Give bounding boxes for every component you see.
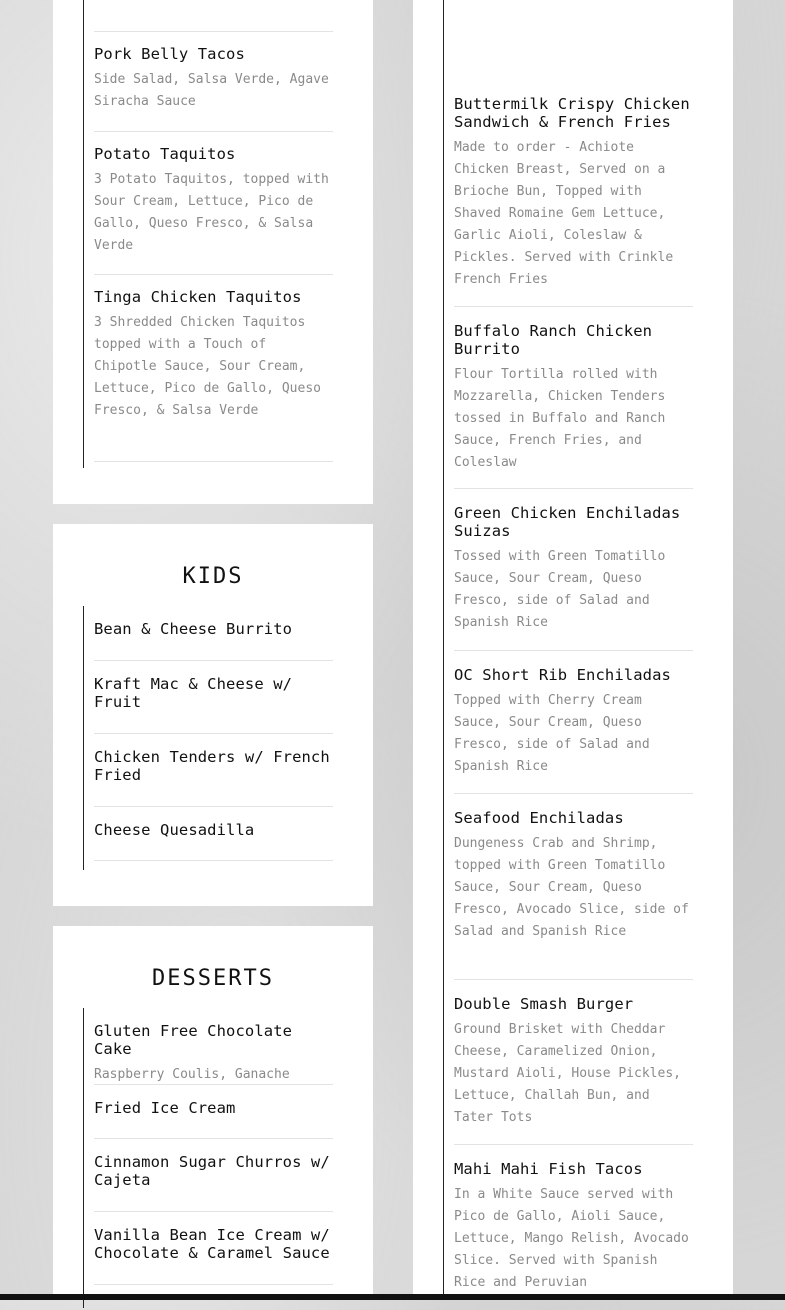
item-description: 3 Shredded Chicken Taquitos topped with a Touch of Chipotle Sauce, Sour Cream, Lettuce, Pico de Gallo, Queso Fresco, & Salsa Verde — [94, 315, 321, 418]
item-name: Cheese Quesadilla — [94, 821, 255, 839]
menu-item[interactable] — [454, 1145, 693, 1310]
item-name: Green Chicken Enchiladas Suizas — [454, 504, 681, 540]
item-name: Fried Ice Cream — [94, 1099, 236, 1117]
item-name: Bean & Cheese Burrito — [94, 620, 293, 638]
item-description: Ground Brisket with Cheddar Cheese, Caramelized Onion, Mustard Aioli, House Pickles, Lettuce, Challah Bun, and Tater Tots — [454, 1022, 681, 1125]
item-description: Made to order - Achiote Chicken Breast, Served on a Brioche Bun, Topped with Shaved Romaine Gem Lettuce, Garlic Aioli, Coleslaw & Pickles. Served with Crinkle French Fries — [454, 140, 674, 287]
menu-item[interactable] — [94, 1085, 333, 1139]
item-name: Potato Taquitos — [94, 145, 236, 163]
kids-list — [83, 606, 333, 870]
item-description: In a White Sauce served with Pico de Gallo, Aioli Sauce, Lettuce, Mango Relish, Avocado Slice. Served with Spanish Rice and Peruvian — [454, 1187, 689, 1290]
item-name: Buttermilk Crispy Chicken Sandwich & French Fries — [454, 95, 690, 131]
menu-item[interactable] — [454, 95, 693, 307]
item-name: Gluten Free Chocolate Cake — [94, 1022, 293, 1058]
item-description: Raspberry Coulis, Ganache — [94, 1067, 290, 1082]
menu-item[interactable] — [94, 1139, 333, 1212]
item-description: Tossed with Green Tomatillo Sauce, Sour Cream, Queso Fresco, side of Salad and Spanish Rice — [454, 549, 666, 630]
menu-item[interactable] — [94, 32, 333, 132]
item-description: Flour Tortilla rolled with Mozzarella, Chicken Tenders tossed in Buffalo and Ranch Sauce, French Fries, and Coleslaw — [454, 367, 666, 470]
item-name: Mahi Mahi Fish Tacos — [454, 1160, 643, 1178]
entrees-card — [413, 0, 733, 1300]
menu-item[interactable] — [94, 606, 333, 661]
kids-card — [53, 524, 373, 906]
menu-item[interactable] — [94, 807, 333, 861]
menu-item[interactable] — [94, 1212, 333, 1285]
item-name: Vanilla Bean Ice Cream w/ Chocolate & Caramel Sauce — [94, 1226, 330, 1262]
menu-item[interactable] — [454, 980, 693, 1145]
bottom-edge-bar — [0, 1294, 785, 1300]
menu-item[interactable] — [454, 307, 693, 489]
item-name: OC Short Rib Enchiladas — [454, 666, 671, 684]
item-name: Double Smash Burger — [454, 995, 634, 1013]
desserts-list — [83, 1008, 333, 1308]
menu-item[interactable] — [94, 132, 333, 275]
appetizers-list — [83, 0, 333, 468]
item-name: Buffalo Ranch Chicken Burrito — [454, 322, 653, 358]
item-name: Tinga Chicken Taquitos — [94, 288, 302, 306]
menu-item[interactable] — [94, 661, 333, 734]
item-description: Side Salad, Salsa Verde, Agave Siracha Sauce — [94, 72, 329, 109]
menu-item[interactable] — [94, 1008, 333, 1085]
desserts-card — [53, 926, 373, 1300]
item-name: Chicken Tenders w/ French Fried — [94, 748, 330, 784]
item-name: Seafood Enchiladas — [454, 809, 624, 827]
item-description: 3 Potato Taquitos, topped with Sour Cream, Lettuce, Pico de Gallo, Queso Fresco, & Salsa Verde — [94, 172, 329, 253]
item-description: Dungeness Crab and Shrimp, topped with Green Tomatillo Sauce, Sour Cream, Queso Fresco, Avocado Slice, side of Salad and Spanish Rice — [454, 836, 689, 939]
menu-item[interactable] — [454, 651, 693, 794]
menu-item[interactable] — [94, 734, 333, 807]
section-title-desserts: DESSERTS — [152, 966, 274, 991]
menu-item[interactable] — [454, 794, 693, 980]
item-name: Pork Belly Tacos — [94, 45, 245, 63]
item-description: Topped with Cherry Cream Sauce, Sour Cream, Queso Fresco, side of Salad and Spanish Rice — [454, 693, 650, 774]
section-title-kids: KIDS — [182, 564, 244, 589]
menu-item[interactable] — [94, 0, 333, 32]
menu-item[interactable] — [94, 275, 333, 462]
appetizers-card — [53, 0, 373, 504]
list-spacer — [444, 0, 693, 95]
menu-item[interactable] — [454, 489, 693, 651]
entrees-list — [443, 0, 693, 1300]
item-name: Cinnamon Sugar Churros w/ Cajeta — [94, 1153, 330, 1189]
item-name: Kraft Mac & Cheese w/ Fruit — [94, 675, 293, 711]
